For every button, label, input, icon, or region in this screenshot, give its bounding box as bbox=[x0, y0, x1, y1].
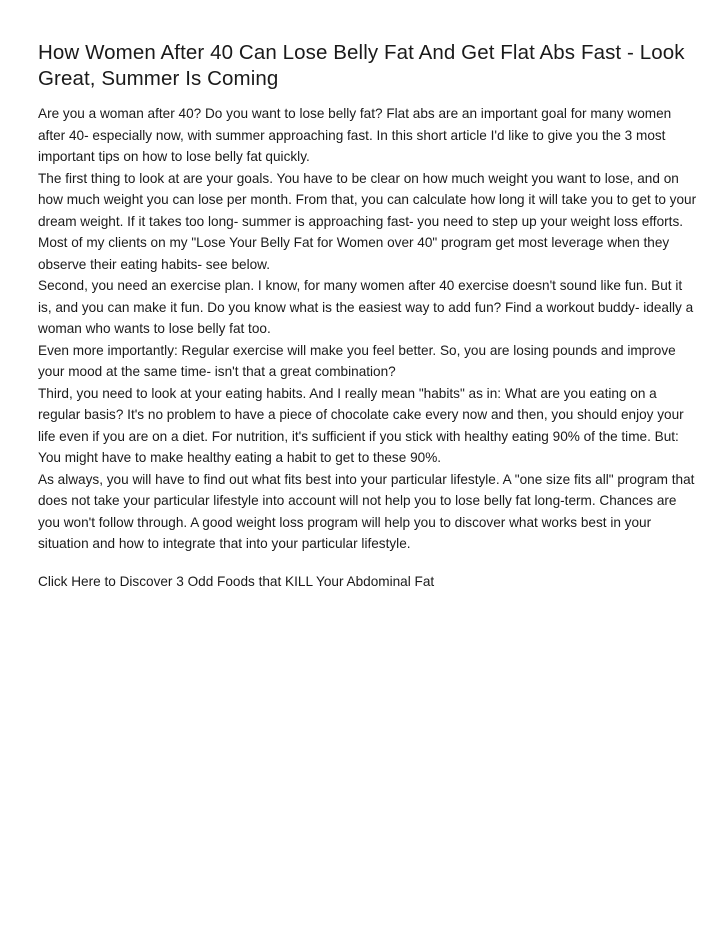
paragraph-exercise: Second, you need an exercise plan. I know, for many women after 40 exercise doesn't sound like fun. But it is, and you can make it fun. Do you know what is the easiest way to add fun? Find a workout buddy- ideally a woman who wants to lose belly fat too. bbox=[38, 278, 694, 336]
paragraph-eating-habits: Third, you need to look at your eating habits. And I really mean "habits" as in: What are you eating on a regular basis? It's no problem to have a piece of chocolate cake every now and then, you should enjoy your life even if you are on a diet. For nutrition, it's sufficient if you stick with healthy eating 90% of the time. But: You might have to make healthy eating a habit to get to these 90%. bbox=[38, 385, 684, 465]
document-page bbox=[38, 40, 698, 592]
paragraph-intro: Are you a woman after 40? Do you want to lose belly fat? Flat abs are an important goal for many women after 40- especially now, with summer approaching fast. In this short article I'd like to give you the 3 most important tips on how to lose belly fat quickly. bbox=[38, 106, 672, 164]
document-title: How Women After 40 Can Lose Belly Fat And Get Flat Abs Fast - Look Great, Summer Is Coming bbox=[38, 41, 685, 90]
cta-link[interactable]: Click Here to Discover 3 Odd Foods that KILL Your Abdominal Fat bbox=[38, 573, 435, 589]
article-body bbox=[38, 103, 698, 555]
paragraph-mood: Even more importantly: Regular exercise will make you feel better. So, you are losing pounds and improve your mood at the same time- isn't that a great combination? bbox=[38, 342, 676, 379]
paragraph-lifestyle: As always, you will have to find out what fits best into your particular lifestyle. A "one size fits all" program that does not take your particular lifestyle into account will not help you to lose belly fat long-term. Chances are you won't follow through. A good weight loss program will help you to discover what works best in your situation and how to integrate that into your particular lifestyle. bbox=[38, 471, 695, 551]
paragraph-goals: The first thing to look at are your goals. You have to be clear on how much weight you want to lose, and on how much weight you can lose per month. From that, you can calculate how long it will take you to get to your dream weight. If it takes too long- summer is approaching fast- you need to step up your weight loss efforts. Most of my clients on my "Lose Your Belly Fat for Women over 40" program get most leverage when they observe their eating habits- see below. bbox=[38, 170, 697, 272]
